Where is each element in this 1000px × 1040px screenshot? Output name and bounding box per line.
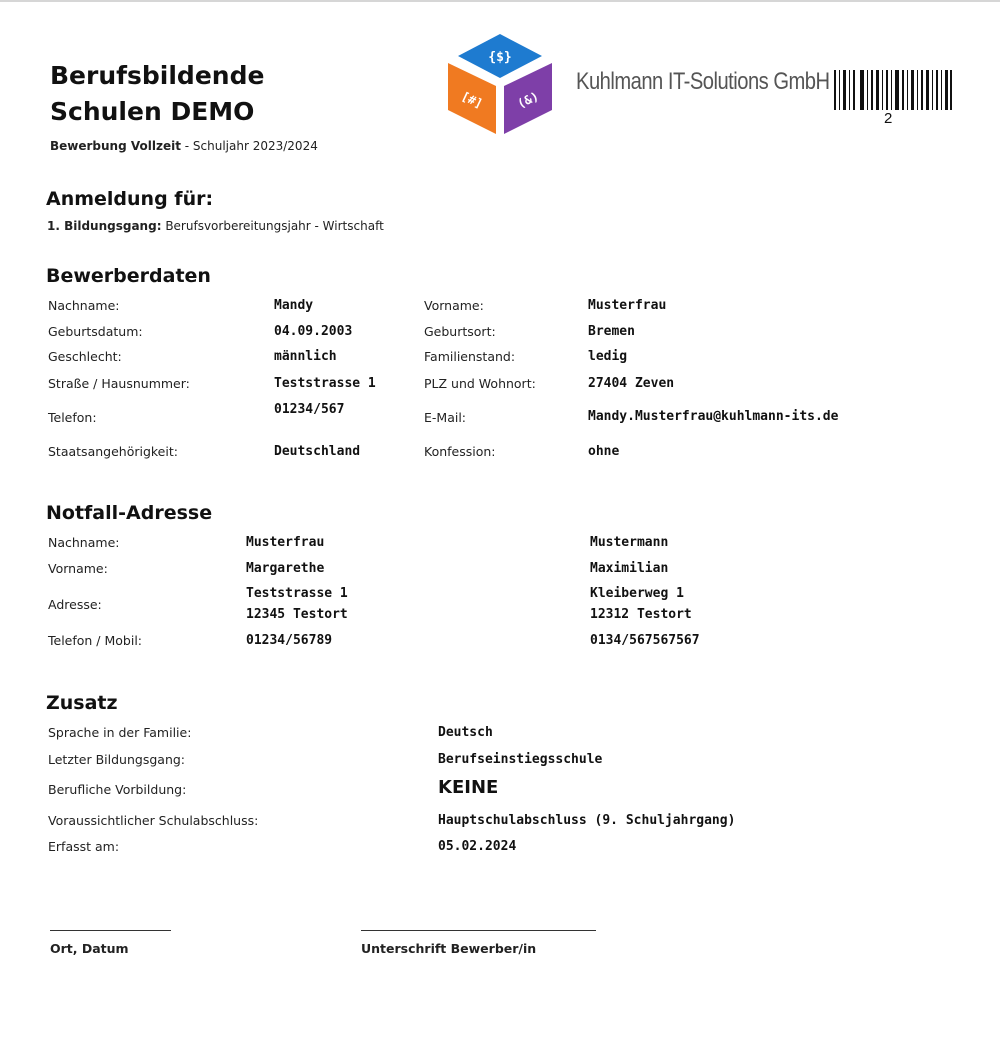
bewerber-value: Teststrasse 1 [274,376,376,391]
contact2-city: 12312 Testort [590,607,692,622]
bewerber-label: Straße / Hausnummer: [48,376,190,391]
bewerber-value: Mandy [274,298,314,313]
cube-left-glyph: [#] [459,89,485,111]
bewerber-label: Staatsangehörigkeit: [48,444,178,459]
notfall-label-vorname: Vorname: [48,561,108,576]
bewerber-label: Geschlecht: [48,349,122,364]
bewerber-label: PLZ und Wohnort: [424,376,536,391]
bewerber-value: 04.09.2003 [274,324,353,339]
contact2-telefon: 0134/567567567 [590,633,700,648]
cube-top-glyph: {$} [488,50,512,65]
zusatz-value: Hauptschulabschluss (9. Schuljahrgang) [438,813,736,828]
application-type: Bewerbung Vollzeit [50,139,181,153]
bewerber-value: Deutschland [274,444,361,459]
bewerber-label: Familienstand: [424,349,516,364]
bildungsgang-line [47,219,384,233]
contact2-nachname: Mustermann [590,535,669,550]
bewerber-label: Geburtsdatum: [48,324,143,339]
zusatz-label: Berufliche Vorbildung: [48,782,187,797]
bewerber-label: Konfession: [424,444,496,459]
school-title [50,58,264,130]
contact2-vorname: Maximilian [590,561,669,576]
bewerber-email: Mandy.Musterfrau@kuhlmann-its.de [588,409,839,424]
bewerber-value: männlich [274,349,337,364]
bildungsgang-value: Berufsvorbereitungsjahr - Wirtschaft [161,219,384,233]
barcode-number: 2 [884,110,893,127]
bewerber-value: Musterfrau [588,298,667,313]
zusatz-label: Letzter Bildungsgang: [48,752,186,767]
bildungsgang-label: 1. Bildungsgang: [47,219,162,233]
bewerber-label: Nachname: [48,298,120,313]
cube-right-glyph: (&) [515,89,541,111]
zusatz-heading: Zusatz [46,692,118,714]
application-subtitle [50,139,318,153]
anmeldung-heading: Anmeldung für: [46,188,214,210]
zusatz-value: Deutsch [438,725,493,740]
contact1-telefon: 01234/56789 [246,633,333,648]
bewerberdaten-heading: Bewerberdaten [46,265,211,287]
notfall-label-adresse: Adresse: [48,597,102,612]
bewerber-label: Telefon: [48,410,97,425]
zusatz-label: Voraussichtlicher Schulabschluss: [48,813,259,828]
company-cube-logo-icon [446,30,554,136]
signature-line-bewerber [361,930,596,931]
bewerber-value: 27404 Zeven [588,376,675,391]
vorbildung-value: KEINE [438,777,499,798]
signature-label-ort-datum: Ort, Datum [50,941,129,956]
bewerber-value: ledig [588,349,628,364]
barcode-icon [834,70,952,110]
signature-line-ort-datum [50,930,171,931]
contact1-nachname: Musterfrau [246,535,325,550]
contact1-city: 12345 Testort [246,607,348,622]
contact1-vorname: Margarethe [246,561,325,576]
contact2-street: Kleiberweg 1 [590,586,684,601]
contact1-street: Teststrasse 1 [246,586,348,601]
school-title-line1: Berufsbildende [50,61,265,90]
school-title-line2: Schulen DEMO [50,97,255,126]
zusatz-value: Berufseinstiegsschule [438,752,603,767]
zusatz-label: Erfasst am: [48,839,120,854]
bewerber-value: ohne [588,444,620,459]
zusatz-value: 05.02.2024 [438,839,517,854]
school-year: - Schuljahr 2023/2024 [180,139,318,153]
notfall-label-telefon: Telefon / Mobil: [48,633,143,648]
signature-label-bewerber: Unterschrift Bewerber/in [361,941,537,956]
bewerber-label: E-Mail: [424,410,467,425]
bewerber-label: Vorname: [424,298,484,313]
notfall-heading: Notfall-Adresse [46,502,213,524]
bewerber-label: Geburtsort: [424,324,496,339]
notfall-label-nachname: Nachname: [48,535,120,550]
zusatz-label: Sprache in der Familie: [48,725,192,740]
page-top-border [0,0,1000,2]
company-name: Kuhlmann IT-Solutions GmbH [576,68,830,95]
bewerber-value: Bremen [588,324,635,339]
bewerber-value: 01234/567 [274,402,345,417]
